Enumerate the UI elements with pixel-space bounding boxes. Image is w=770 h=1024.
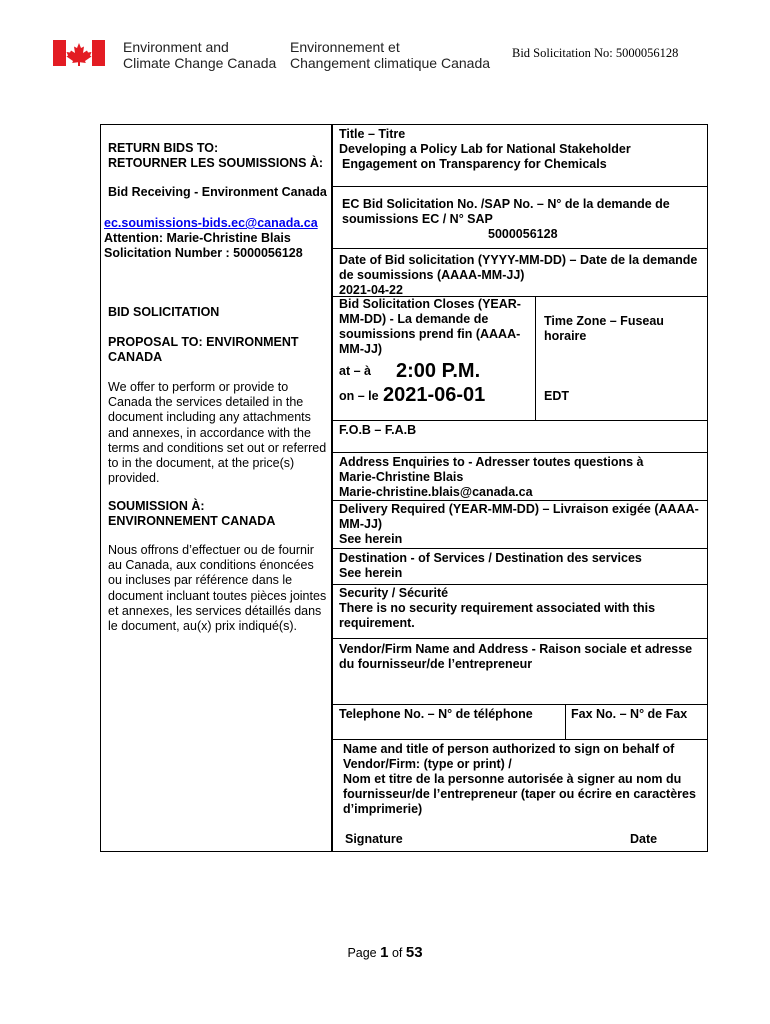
security-cell: [333, 585, 707, 639]
offer-line: document including any attachments: [108, 410, 311, 425]
right-panel: [332, 124, 708, 852]
vendor-line2: du fournisseur/de l’entrepreneur: [339, 657, 533, 671]
sap-value: 5000056128: [488, 227, 558, 241]
offer-paragraph: [108, 380, 326, 486]
sap-line2: soumissions EC / N° SAP: [342, 212, 493, 226]
date-line2: de soumissions (AAAA-MM-JJ): [339, 268, 525, 282]
closes-line: MM-DD) - La demande de: [339, 312, 489, 326]
canada-flag-icon: [53, 40, 105, 66]
org-fr-line2: Changement climatique Canada: [290, 55, 491, 71]
date-line1: Date of Bid solicitation (YYYY-MM-DD) – Date de la demande: [339, 253, 698, 267]
nous-line: document incluant toutes pièces jointes: [108, 588, 327, 603]
sap-line1: EC Bid Solicitation No. /SAP No. – N° de la demande de: [342, 197, 670, 211]
offer-line: and annexes, in accordance with the: [108, 425, 311, 440]
bid-receiving: Bid Receiving - Environment Canada: [108, 185, 327, 199]
address-line3: Marie-christine.blais@canada.ca: [339, 485, 533, 499]
closing-divider: [535, 297, 536, 421]
fob-cell: [333, 421, 707, 453]
address-enquiries-cell: [333, 453, 707, 501]
telephone-label: Telephone No. – N° de téléphone: [339, 707, 533, 721]
org-en-line2: Climate Change Canada: [123, 55, 277, 71]
timezone-line1: Time Zone – Fuseau: [544, 314, 664, 328]
closes-line: MM-JJ): [339, 342, 383, 356]
offer-line: We offer to perform or provide to: [108, 380, 289, 394]
proposal-to-line2: CANADA: [108, 350, 163, 364]
title-line1: Developing a Policy Lab for National Stakeholder: [339, 142, 631, 156]
closes-line: Bid Solicitation Closes (YEAR-: [339, 297, 521, 311]
name-line: Nom et titre de la personne autorisée à signer au nom du: [343, 772, 682, 786]
name-line: Name and title of person authorized to sign on behalf of: [343, 742, 675, 756]
title-label: Title – Titre: [339, 127, 406, 141]
telephone-fax-cell: [333, 705, 707, 740]
closing-time: 2:00 P.M.: [396, 360, 481, 382]
page-footer: [0, 944, 770, 961]
timezone-value: EDT: [544, 389, 569, 403]
retourner-soumissions: RETOURNER LES SOUMISSIONS À:: [108, 156, 324, 170]
delivery-line3: See herein: [339, 532, 403, 546]
solicitation-number: Solicitation Number : 5000056128: [104, 246, 303, 260]
vendor-name-address-cell: [333, 639, 707, 705]
signature-label: Signature: [345, 832, 403, 846]
nous-line: le document, au(x) prix indiqué(s).: [108, 619, 297, 634]
timezone-line2: horaire: [544, 329, 587, 343]
security-line3: requirement.: [339, 616, 415, 630]
org-en-line1: Environment and: [123, 39, 229, 55]
return-bids-to: RETURN BIDS TO:: [108, 141, 219, 155]
address-line1: Address Enquiries to - Adresser toutes questions à: [339, 455, 644, 469]
nous-offrons-paragraph: [108, 543, 326, 634]
closing-date: 2021-06-01: [383, 384, 486, 406]
offer-line: to in the document, at the price(s): [108, 456, 295, 471]
date-of-solicitation-cell: [333, 249, 707, 297]
destination-line1: Destination - of Services / Destination des services: [339, 551, 642, 565]
page-of: of: [391, 946, 403, 960]
org-name-english: [123, 39, 276, 71]
fax-label: Fax No. – N° de Fax: [571, 707, 688, 721]
bid-solicitation-number-header: Bid Solicitation No: 5000056128: [512, 46, 679, 60]
org-fr-line1: Environnement et: [290, 39, 400, 55]
delivery-required-cell: [333, 501, 707, 549]
offer-line: Canada the services detailed in the: [108, 395, 304, 410]
nous-line: et annexes, les services détaillés dans: [108, 603, 322, 618]
address-line2: Marie-Christine Blais: [339, 470, 464, 484]
title-cell: [333, 125, 707, 187]
security-line2: There is no security requirement associated with this: [339, 601, 656, 615]
page-prefix: Page: [347, 946, 377, 960]
left-panel: [100, 124, 332, 852]
on-label: on – le: [339, 389, 379, 403]
page-total: 53: [405, 944, 423, 961]
telephone-fax-divider: [565, 705, 566, 740]
nous-line: Nous offrons d’effectuer ou de fournir: [108, 543, 314, 557]
authorized-signatory-cell: [333, 740, 707, 851]
closing-date-cell: [333, 297, 707, 421]
nous-line: au Canada, aux conditions énoncées: [108, 558, 314, 573]
date-value: 2021-04-22: [339, 283, 403, 297]
at-label: at – à: [339, 364, 371, 378]
date-label: Date: [630, 832, 658, 846]
proposal-to-line1: PROPOSAL TO: ENVIRONMENT: [108, 335, 299, 349]
soumission-line2: ENVIRONNEMENT CANADA: [108, 514, 276, 528]
attention-contact: Attention: Marie-Christine Blais: [104, 231, 291, 245]
org-name-french: [290, 39, 490, 71]
bid-receiving-email-link[interactable]: ec.soumissions-bids.ec@canada.ca: [104, 216, 318, 230]
name-line: fournisseur/de l’entrepreneur (taper ou écrire en caractères: [343, 787, 696, 801]
nous-line: ou incluses par référence dans le: [108, 573, 293, 588]
security-line1: Security / Sécurité: [339, 586, 449, 600]
vendor-line1: Vendor/Firm Name and Address - Raison sociale et adresse: [339, 642, 693, 656]
closes-line: soumissions prend fin (AAAA-: [339, 327, 521, 341]
page-number: 1: [380, 944, 389, 961]
name-line: Vendor/Firm: (type or print) /: [343, 757, 512, 771]
fob-label: F.O.B – F.A.B: [339, 423, 417, 437]
destination-cell: [333, 549, 707, 585]
title-line2: Engagement on Transparency for Chemicals: [342, 157, 607, 171]
sap-number-cell: [333, 187, 707, 249]
offer-line: terms and conditions set out or referred: [108, 440, 327, 455]
delivery-line2: MM-JJ): [339, 517, 383, 531]
name-line: d’imprimerie): [343, 802, 423, 816]
destination-line2: See herein: [339, 566, 403, 580]
bid-solicitation-heading: BID SOLICITATION: [108, 305, 220, 319]
offer-line: provided.: [108, 471, 160, 486]
soumission-line1: SOUMISSION À:: [108, 499, 205, 513]
delivery-line1: Delivery Required (YEAR-MM-DD) – Livraison exigée (AAAA-: [339, 502, 699, 516]
